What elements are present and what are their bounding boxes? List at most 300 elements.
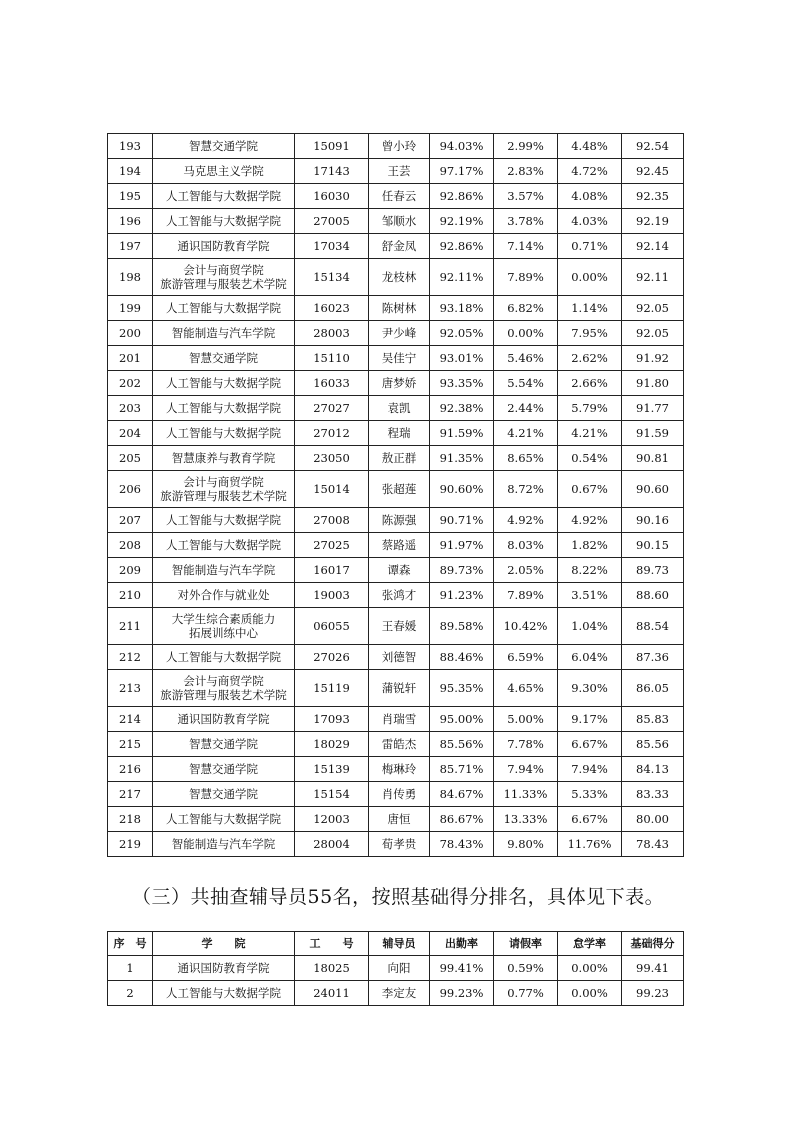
college-cell <box>153 134 295 159</box>
table-row <box>108 757 684 782</box>
college-line: 马克思主义学院 <box>183 164 264 178</box>
absence-rate-cell: 7.95% <box>558 321 622 346</box>
leave-rate-cell: 2.44% <box>494 396 558 421</box>
attendance-rate-cell: 94.03% <box>430 134 494 159</box>
leave-rate-cell: 4.92% <box>494 508 558 533</box>
name-cell: 蔡路遥 <box>369 533 430 558</box>
employee-id-cell: 16030 <box>295 184 369 209</box>
table-row <box>108 321 684 346</box>
base-score-cell: 92.45 <box>622 159 684 184</box>
table-row <box>108 296 684 321</box>
college-line: 智慧交通学院 <box>189 737 258 751</box>
name-cell: 尹少峰 <box>369 321 430 346</box>
attendance-rate-cell: 91.23% <box>430 583 494 608</box>
leave-rate-cell: 3.78% <box>494 209 558 234</box>
college-cell <box>153 782 295 807</box>
leave-rate-cell: 3.57% <box>494 184 558 209</box>
absence-rate-cell: 4.92% <box>558 508 622 533</box>
base-score-cell: 83.33 <box>622 782 684 807</box>
name-cell: 邹顺水 <box>369 209 430 234</box>
name-cell: 曾小玲 <box>369 134 430 159</box>
leave-rate-cell: 8.65% <box>494 446 558 471</box>
college-cell <box>153 184 295 209</box>
college-cell <box>153 259 295 296</box>
name-cell: 李定友 <box>369 981 430 1006</box>
employee-id-cell: 15110 <box>295 346 369 371</box>
main-ranking-table <box>107 133 684 857</box>
base-score-cell: 99.23 <box>622 981 684 1006</box>
row-number: 1 <box>108 956 153 981</box>
employee-id-cell: 24011 <box>295 981 369 1006</box>
row-number: 209 <box>108 558 153 583</box>
base-score-cell: 88.60 <box>622 583 684 608</box>
row-number: 206 <box>108 471 153 508</box>
row-number: 200 <box>108 321 153 346</box>
college-cell: 人工智能与大数据学院 <box>153 981 295 1006</box>
leave-rate-cell: 5.00% <box>494 707 558 732</box>
table-row <box>108 558 684 583</box>
name-cell: 王春媛 <box>369 608 430 645</box>
row-number: 204 <box>108 421 153 446</box>
header-id: 工 号 <box>295 932 369 956</box>
leave-rate-cell: 7.94% <box>494 757 558 782</box>
college-cell <box>153 807 295 832</box>
attendance-rate-cell: 89.73% <box>430 558 494 583</box>
table-row <box>108 956 684 981</box>
sub-table-body <box>108 956 684 1006</box>
absence-rate-cell: 1.04% <box>558 608 622 645</box>
row-number: 211 <box>108 608 153 645</box>
college-line: 会计与商贸学院 <box>183 263 264 277</box>
table-row <box>108 421 684 446</box>
attendance-rate-cell: 91.59% <box>430 421 494 446</box>
absence-rate-cell: 2.62% <box>558 346 622 371</box>
attendance-rate-cell: 90.71% <box>430 508 494 533</box>
absence-rate-cell: 4.72% <box>558 159 622 184</box>
leave-rate-cell: 10.42% <box>494 608 558 645</box>
base-score-cell: 91.59 <box>622 421 684 446</box>
row-number: 198 <box>108 259 153 296</box>
leave-rate-cell: 2.05% <box>494 558 558 583</box>
row-number: 197 <box>108 234 153 259</box>
row-number: 2 <box>108 981 153 1006</box>
absence-rate-cell: 9.30% <box>558 670 622 707</box>
base-score-cell: 92.54 <box>622 134 684 159</box>
leave-rate-cell: 2.99% <box>494 134 558 159</box>
name-cell: 张鸿才 <box>369 583 430 608</box>
leave-rate-cell: 7.78% <box>494 732 558 757</box>
main-table-body <box>108 134 684 857</box>
employee-id-cell: 15154 <box>295 782 369 807</box>
name-cell: 任春云 <box>369 184 430 209</box>
attendance-rate-cell: 93.18% <box>430 296 494 321</box>
base-score-cell: 92.11 <box>622 259 684 296</box>
leave-rate-cell: 7.89% <box>494 259 558 296</box>
row-number: 208 <box>108 533 153 558</box>
name-cell: 谭森 <box>369 558 430 583</box>
employee-id-cell: 27005 <box>295 209 369 234</box>
employee-id-cell: 12003 <box>295 807 369 832</box>
college-line: 人工智能与大数据学院 <box>166 513 281 527</box>
college-line: 大学生综合素质能力 <box>171 612 276 626</box>
college-cell <box>153 508 295 533</box>
employee-id-cell: 15134 <box>295 259 369 296</box>
attendance-rate-cell: 92.86% <box>430 184 494 209</box>
college-line: 智慧康养与教育学院 <box>171 451 276 465</box>
leave-rate-cell: 2.83% <box>494 159 558 184</box>
college-line: 人工智能与大数据学院 <box>166 189 281 203</box>
absence-rate-cell: 5.33% <box>558 782 622 807</box>
absence-rate-cell: 4.48% <box>558 134 622 159</box>
college-cell <box>153 471 295 508</box>
absence-rate-cell: 0.00% <box>558 981 622 1006</box>
table-row <box>108 707 684 732</box>
attendance-rate-cell: 86.67% <box>430 807 494 832</box>
header-score: 基础得分 <box>622 932 684 956</box>
row-number: 216 <box>108 757 153 782</box>
name-cell: 蒲锐轩 <box>369 670 430 707</box>
absence-rate-cell: 5.79% <box>558 396 622 421</box>
college-line: 人工智能与大数据学院 <box>166 401 281 415</box>
absence-rate-cell: 4.21% <box>558 421 622 446</box>
college-cell <box>153 446 295 471</box>
name-cell: 陈树林 <box>369 296 430 321</box>
college-line: 人工智能与大数据学院 <box>166 376 281 390</box>
leave-rate-cell: 5.54% <box>494 371 558 396</box>
attendance-rate-cell: 92.86% <box>430 234 494 259</box>
employee-id-cell: 16023 <box>295 296 369 321</box>
table-row <box>108 670 684 707</box>
base-score-cell: 90.15 <box>622 533 684 558</box>
table-row <box>108 732 684 757</box>
leave-rate-cell: 5.46% <box>494 346 558 371</box>
leave-rate-cell: 6.59% <box>494 645 558 670</box>
employee-id-cell: 16033 <box>295 371 369 396</box>
college-cell <box>153 608 295 645</box>
attendance-rate-cell: 85.56% <box>430 732 494 757</box>
college-line: 旅游管理与服装艺术学院 <box>160 277 287 291</box>
table-row <box>108 371 684 396</box>
absence-rate-cell: 4.03% <box>558 209 622 234</box>
absence-rate-cell: 0.00% <box>558 956 622 981</box>
absence-rate-cell: 4.08% <box>558 184 622 209</box>
header-name: 辅导员 <box>369 932 430 956</box>
employee-id-cell: 17093 <box>295 707 369 732</box>
base-score-cell: 91.92 <box>622 346 684 371</box>
leave-rate-cell: 0.59% <box>494 956 558 981</box>
table-row <box>108 471 684 508</box>
base-score-cell: 84.13 <box>622 757 684 782</box>
name-cell: 敖正群 <box>369 446 430 471</box>
name-cell: 舒金凤 <box>369 234 430 259</box>
row-number: 213 <box>108 670 153 707</box>
header-college: 学 院 <box>153 932 295 956</box>
header-no: 序 号 <box>108 932 153 956</box>
row-number: 194 <box>108 159 153 184</box>
absence-rate-cell: 2.66% <box>558 371 622 396</box>
name-cell: 王芸 <box>369 159 430 184</box>
college-cell <box>153 583 295 608</box>
college-cell <box>153 757 295 782</box>
absence-rate-cell: 0.54% <box>558 446 622 471</box>
leave-rate-cell: 7.14% <box>494 234 558 259</box>
college-line: 拓展训练中心 <box>189 626 258 640</box>
college-cell <box>153 670 295 707</box>
absence-rate-cell: 3.51% <box>558 583 622 608</box>
employee-id-cell: 27012 <box>295 421 369 446</box>
leave-rate-cell: 8.72% <box>494 471 558 508</box>
college-cell <box>153 732 295 757</box>
college-line: 人工智能与大数据学院 <box>166 650 281 664</box>
row-number: 218 <box>108 807 153 832</box>
name-cell: 袁凯 <box>369 396 430 421</box>
row-number: 202 <box>108 371 153 396</box>
college-line: 智慧交通学院 <box>189 351 258 365</box>
row-number: 195 <box>108 184 153 209</box>
college-line: 智能制造与汽车学院 <box>171 837 276 851</box>
employee-id-cell: 27027 <box>295 396 369 421</box>
row-number: 217 <box>108 782 153 807</box>
table-row <box>108 446 684 471</box>
row-number: 215 <box>108 732 153 757</box>
employee-id-cell: 28003 <box>295 321 369 346</box>
base-score-cell: 80.00 <box>622 807 684 832</box>
table-row <box>108 184 684 209</box>
leave-rate-cell: 0.77% <box>494 981 558 1006</box>
table-row <box>108 608 684 645</box>
base-score-cell: 92.05 <box>622 296 684 321</box>
leave-rate-cell: 4.65% <box>494 670 558 707</box>
base-score-cell: 85.83 <box>622 707 684 732</box>
table-row <box>108 508 684 533</box>
name-cell: 吴佳宁 <box>369 346 430 371</box>
attendance-rate-cell: 92.19% <box>430 209 494 234</box>
name-cell: 雷皓杰 <box>369 732 430 757</box>
table-row <box>108 159 684 184</box>
college-line: 人工智能与大数据学院 <box>166 426 281 440</box>
attendance-rate-cell: 91.97% <box>430 533 494 558</box>
college-line: 会计与商贸学院 <box>183 475 264 489</box>
employee-id-cell: 27008 <box>295 508 369 533</box>
base-score-cell: 86.05 <box>622 670 684 707</box>
table-row <box>108 533 684 558</box>
college-cell <box>153 321 295 346</box>
leave-rate-cell: 7.89% <box>494 583 558 608</box>
college-cell <box>153 159 295 184</box>
attendance-rate-cell: 99.23% <box>430 981 494 1006</box>
section-heading: （三）共抽查辅导员55名，按照基础得分排名，具体见下表。 <box>132 886 665 908</box>
name-cell: 荀孝贵 <box>369 832 430 857</box>
row-number: 214 <box>108 707 153 732</box>
attendance-rate-cell: 90.60% <box>430 471 494 508</box>
row-number: 203 <box>108 396 153 421</box>
college-line: 对外合作与就业处 <box>177 588 270 602</box>
row-number: 205 <box>108 446 153 471</box>
name-cell: 刘德智 <box>369 645 430 670</box>
attendance-rate-cell: 84.67% <box>430 782 494 807</box>
college-line: 通识国防教育学院 <box>177 239 270 253</box>
leave-rate-cell: 11.33% <box>494 782 558 807</box>
employee-id-cell: 17143 <box>295 159 369 184</box>
college-cell: 通识国防教育学院 <box>153 956 295 981</box>
employee-id-cell: 17034 <box>295 234 369 259</box>
attendance-rate-cell: 78.43% <box>430 832 494 857</box>
header-leave: 请假率 <box>494 932 558 956</box>
employee-id-cell: 15014 <box>295 471 369 508</box>
row-number: 210 <box>108 583 153 608</box>
base-score-cell: 99.41 <box>622 956 684 981</box>
base-score-cell: 91.77 <box>622 396 684 421</box>
base-score-cell: 85.56 <box>622 732 684 757</box>
row-number: 193 <box>108 134 153 159</box>
name-cell: 陈源强 <box>369 508 430 533</box>
attendance-rate-cell: 92.05% <box>430 321 494 346</box>
college-cell <box>153 234 295 259</box>
name-cell: 唐恒 <box>369 807 430 832</box>
absence-rate-cell: 1.14% <box>558 296 622 321</box>
table-row <box>108 832 684 857</box>
absence-rate-cell: 8.22% <box>558 558 622 583</box>
table-row <box>108 259 684 296</box>
name-cell: 向阳 <box>369 956 430 981</box>
college-line: 人工智能与大数据学院 <box>166 538 281 552</box>
table-row <box>108 209 684 234</box>
employee-id-cell: 23050 <box>295 446 369 471</box>
leave-rate-cell: 6.82% <box>494 296 558 321</box>
attendance-rate-cell: 97.17% <box>430 159 494 184</box>
college-cell <box>153 645 295 670</box>
employee-id-cell: 06055 <box>295 608 369 645</box>
leave-rate-cell: 0.00% <box>494 321 558 346</box>
absence-rate-cell: 6.67% <box>558 807 622 832</box>
attendance-rate-cell: 89.58% <box>430 608 494 645</box>
employee-id-cell: 15091 <box>295 134 369 159</box>
table-row <box>108 782 684 807</box>
absence-rate-cell: 0.67% <box>558 471 622 508</box>
table-header-row <box>108 932 684 956</box>
name-cell: 肖瑞雪 <box>369 707 430 732</box>
base-score-cell: 92.14 <box>622 234 684 259</box>
college-line: 旅游管理与服装艺术学院 <box>160 688 287 702</box>
absence-rate-cell: 6.04% <box>558 645 622 670</box>
absence-rate-cell: 1.82% <box>558 533 622 558</box>
table-row <box>108 645 684 670</box>
attendance-rate-cell: 95.35% <box>430 670 494 707</box>
attendance-rate-cell: 93.01% <box>430 346 494 371</box>
attendance-rate-cell: 91.35% <box>430 446 494 471</box>
leave-rate-cell: 9.80% <box>494 832 558 857</box>
name-cell: 梅琳玲 <box>369 757 430 782</box>
name-cell: 张超莲 <box>369 471 430 508</box>
row-number: 207 <box>108 508 153 533</box>
absence-rate-cell: 0.71% <box>558 234 622 259</box>
header-absence: 怠学率 <box>558 932 622 956</box>
college-line: 旅游管理与服装艺术学院 <box>160 489 287 503</box>
employee-id-cell: 19003 <box>295 583 369 608</box>
employee-id-cell: 28004 <box>295 832 369 857</box>
employee-id-cell: 27026 <box>295 645 369 670</box>
name-cell: 唐梦娇 <box>369 371 430 396</box>
table-row <box>108 807 684 832</box>
base-score-cell: 92.35 <box>622 184 684 209</box>
college-cell <box>153 396 295 421</box>
employee-id-cell: 18029 <box>295 732 369 757</box>
base-score-cell: 78.43 <box>622 832 684 857</box>
row-number: 196 <box>108 209 153 234</box>
leave-rate-cell: 13.33% <box>494 807 558 832</box>
attendance-rate-cell: 99.41% <box>430 956 494 981</box>
base-score-cell: 92.19 <box>622 209 684 234</box>
absence-rate-cell: 7.94% <box>558 757 622 782</box>
employee-id-cell: 15119 <box>295 670 369 707</box>
attendance-rate-cell: 88.46% <box>430 645 494 670</box>
college-cell <box>153 533 295 558</box>
college-line: 智慧交通学院 <box>189 787 258 801</box>
college-line: 人工智能与大数据学院 <box>166 214 281 228</box>
base-score-cell: 89.73 <box>622 558 684 583</box>
name-cell: 肖传勇 <box>369 782 430 807</box>
college-cell <box>153 209 295 234</box>
attendance-rate-cell: 93.35% <box>430 371 494 396</box>
row-number: 201 <box>108 346 153 371</box>
employee-id-cell: 16017 <box>295 558 369 583</box>
row-number: 212 <box>108 645 153 670</box>
employee-id-cell: 18025 <box>295 956 369 981</box>
table-row <box>108 346 684 371</box>
name-cell: 程瑞 <box>369 421 430 446</box>
table-row <box>108 134 684 159</box>
college-cell <box>153 371 295 396</box>
absence-rate-cell: 9.17% <box>558 707 622 732</box>
college-cell <box>153 707 295 732</box>
table-row <box>108 981 684 1006</box>
college-line: 通识国防教育学院 <box>177 712 270 726</box>
college-line: 会计与商贸学院 <box>183 674 264 688</box>
college-line: 智能制造与汽车学院 <box>171 326 276 340</box>
table-row <box>108 583 684 608</box>
college-cell <box>153 421 295 446</box>
row-number: 219 <box>108 832 153 857</box>
absence-rate-cell: 6.67% <box>558 732 622 757</box>
header-attendance: 出勤率 <box>430 932 494 956</box>
college-line: 智慧交通学院 <box>189 139 258 153</box>
table-row <box>108 234 684 259</box>
counselor-ranking-table <box>107 931 684 1006</box>
absence-rate-cell: 0.00% <box>558 259 622 296</box>
college-line: 人工智能与大数据学院 <box>166 812 281 826</box>
name-cell: 龙枝林 <box>369 259 430 296</box>
college-line: 人工智能与大数据学院 <box>166 301 281 315</box>
base-score-cell: 91.80 <box>622 371 684 396</box>
leave-rate-cell: 8.03% <box>494 533 558 558</box>
base-score-cell: 88.54 <box>622 608 684 645</box>
attendance-rate-cell: 85.71% <box>430 757 494 782</box>
college-cell <box>153 346 295 371</box>
employee-id-cell: 15139 <box>295 757 369 782</box>
base-score-cell: 87.36 <box>622 645 684 670</box>
college-cell <box>153 832 295 857</box>
leave-rate-cell: 4.21% <box>494 421 558 446</box>
attendance-rate-cell: 95.00% <box>430 707 494 732</box>
base-score-cell: 90.81 <box>622 446 684 471</box>
college-line: 智能制造与汽车学院 <box>171 563 276 577</box>
attendance-rate-cell: 92.38% <box>430 396 494 421</box>
college-line: 智慧交通学院 <box>189 762 258 776</box>
base-score-cell: 92.05 <box>622 321 684 346</box>
row-number: 199 <box>108 296 153 321</box>
college-cell <box>153 558 295 583</box>
attendance-rate-cell: 92.11% <box>430 259 494 296</box>
